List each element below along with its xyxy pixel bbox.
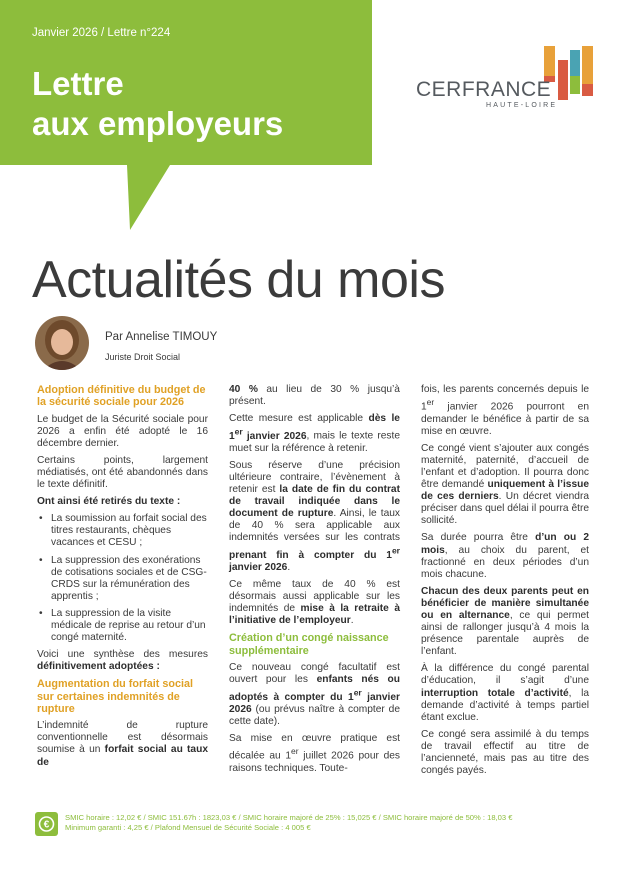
logo-mark-icon [544, 46, 594, 100]
paragraph: Le budget de la Sécurité sociale pour 2026 a enfin été adopté le 16 décembre dernier. [37, 413, 208, 449]
paragraph: fois, les parents concernés depuis le 1er janvier 2026 pourront en demander le bénéfice à partir de sa mise en œuvre. [421, 384, 589, 437]
column-1 [37, 384, 208, 774]
footer-line-2: Minimum garanti : 4,25 € / Plafond Mensuel de Sécurité Sociale : 4 005 € [65, 822, 311, 832]
paragraph: Cette mesure est applicable dès le 1er janvier 2026, mais le texte reste muet sur la référence à retenir. [229, 413, 400, 454]
logo-brand: CERFRANCE [416, 78, 552, 101]
paragraph: Voici une synthèse des mesures définitivement adoptées : [37, 649, 208, 673]
newsletter-title [32, 64, 283, 144]
list-item: • La suppression des exonérations de cotisations sociales et de CSG-CRDS sur la rémunération des apprentis ; [37, 555, 208, 603]
logo-region: HAUTE-LOIRE [486, 102, 558, 109]
newsletter-title-line1: Lettre [32, 65, 124, 102]
euro-icon [35, 812, 58, 836]
paragraph: Sous réserve d’une précision ultérieure contraire, l’évènement à retenir est la date de fin du contrat de travail indiquée dans le document de rupture. Ainsi, le taux de 40 % sera applicable aux indemnités versées sur les contrats prenant fin à compter du 1er janvier 2026. [229, 459, 400, 573]
author-role: Juriste Droit Social [105, 352, 181, 362]
author-name: Par Annelise TIMOUY [105, 331, 218, 343]
paragraph: Ce nouveau congé facultatif est ouvert pour les enfants nés ou adoptés à compter du 1er janvier 2026 (ou prévus naître à compter de cette date). [229, 662, 401, 727]
list-item: • La soumission au forfait social des titres restaurants, chèques vacances et CESU ; [37, 513, 208, 549]
paragraph: Sa mise en œuvre pratique est décalée au 1er juillet 2026 pour des raisons techniques. Toute- [229, 732, 400, 774]
bold-text: Ont ainsi été retirés du texte : [37, 496, 181, 508]
list-item: • La suppression de la visite médicale de reprise au retour d’un congé maternité. [37, 608, 208, 644]
paragraph-lead [37, 496, 208, 508]
svg-text:€: € [43, 819, 50, 831]
newsletter-title-line2: aux employeurs [32, 105, 284, 142]
paragraph: Chacun des deux parents peut en bénéficier de manière simultanée ou en alternance, ce qui permet ainsi de rallonger jusqu’à 4 mois la présence parentale auprès de l’enfant. [421, 585, 589, 658]
page-headline: Actualités du mois [32, 251, 445, 309]
section-heading-conge-naissance: Création d’un congé naissance supplémentaire [229, 632, 389, 657]
section-heading-forfait-social: Augmentation du forfait social sur certaines indemnités de rupture [37, 678, 193, 715]
paragraph: 40 % au lieu de 30 % jusqu’à présent. [229, 384, 400, 408]
paragraph: À la différence du congé parental d’éducation, il s’agit d’une interruption totale d’activité, la demande d’activité à temps partiel étant exclue. [421, 663, 589, 723]
issue-label: Janvier 2026 / Lettre n°224 [32, 27, 171, 39]
header-banner [0, 0, 372, 232]
footer-rates [35, 806, 595, 840]
paragraph: Ce congé sera assimilé à du temps de travail effectif au titre de l’ancienneté, mais pas au titre des congés payés. [421, 728, 589, 777]
paragraph: Ce congé vient s’ajouter aux congés maternité, paternité, d’accueil de l’enfant et d’adoption. Il pourra donc être demandé uniquement à l’issue de ces derniers. Un décret viendra préciser dans quel délai il pourra être sollicité. [421, 442, 589, 527]
paragraph: L’indemnité de rupture conventionnelle est désormais soumise à un forfait social au taux de [37, 720, 208, 768]
column-3 [421, 384, 589, 782]
cerfrance-logo [416, 46, 594, 116]
paragraph: Certains points, largement médiatisés, ont été abandonnés dans le texte définitif. [37, 454, 208, 491]
author-avatar [35, 316, 89, 370]
paragraph: Sa durée pourra être d’un ou 2 mois, au choix du parent, et fractionné en deux périodes d’un mois chacune. [421, 532, 589, 580]
column-2 [229, 384, 400, 780]
footer-line-1: SMIC horaire : 12,02 € / SMIC 151.67h : 1823,03 € / SMIC horaire majoré de 25% : 15,025 € / SMIC horaire majoré de 50% : 18,03 € [65, 813, 513, 822]
section-heading-budget: Adoption définitive du budget de la sécurité sociale pour 2026 [37, 384, 206, 409]
footer-text [65, 813, 512, 832]
paragraph: Ce même taux de 40 % est désormais aussi applicable sur les indemnités de mise à la retraite à l’initiative de l’employeur. [229, 579, 400, 627]
